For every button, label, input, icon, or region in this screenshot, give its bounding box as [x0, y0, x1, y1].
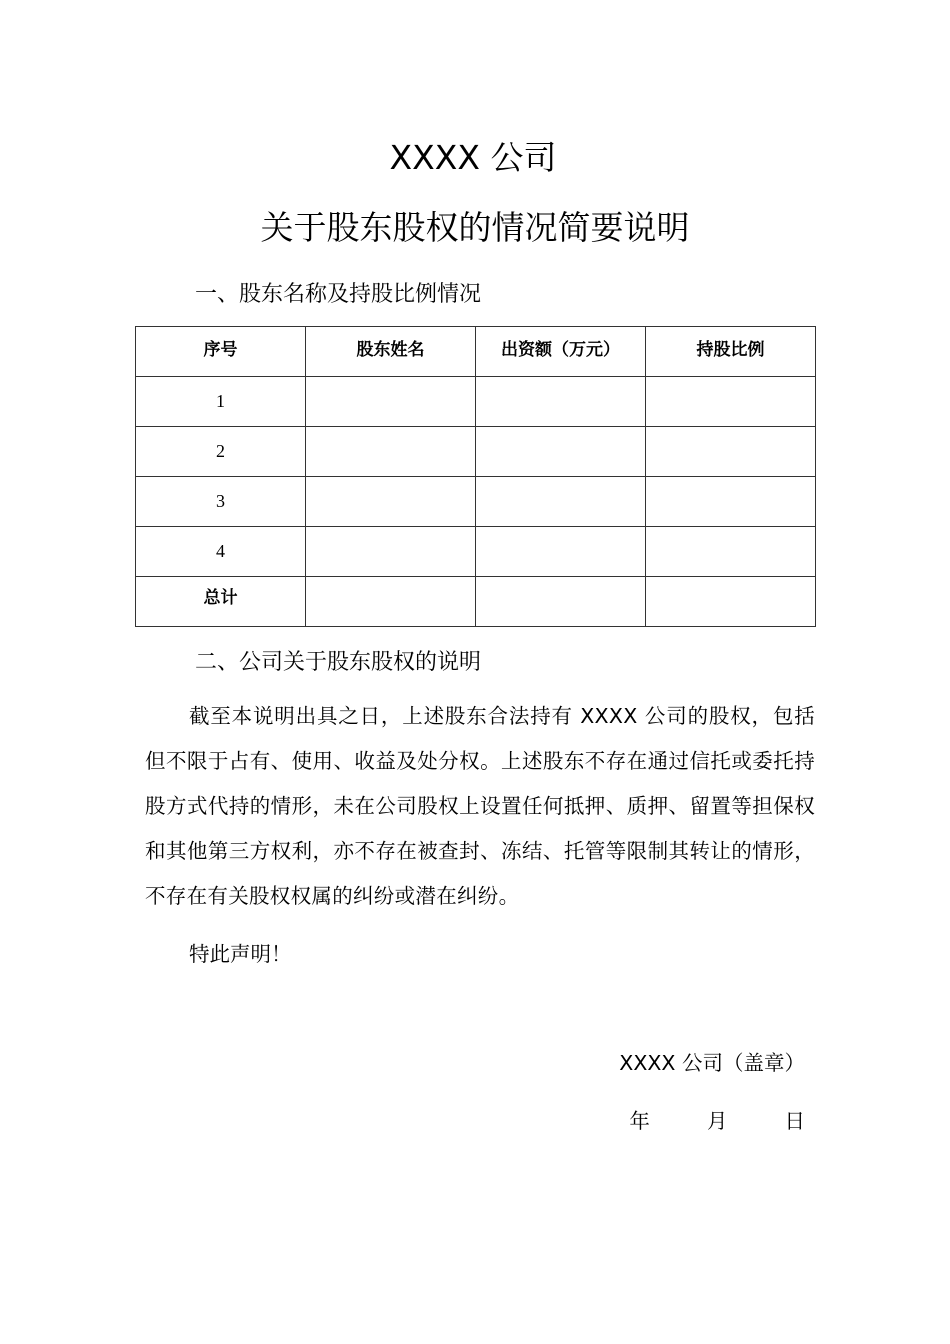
row-serial-number: 2 — [136, 427, 306, 477]
total-capital-amount — [476, 577, 646, 627]
body-paragraph: 截至本说明出具之日，上述股东合法持有 XXXX 公司的股权，包括但不限于占有、使用、收益及处分权。上述股东不存在通过信托或委托持股方式代持的情形，未在公司股权上设置任何抵押、质押、留置等担保权和其他第三方权利，亦不存在被查封、冻结、托管等限制其转让的情形，不存在有关股权权属的纠纷或潜在纠纷。 — [145, 704, 815, 908]
row-share-ratio — [646, 377, 816, 427]
row-shareholder-name — [306, 427, 476, 477]
row-serial-number: 4 — [136, 527, 306, 577]
row-capital-amount — [476, 427, 646, 477]
header-share-ratio: 持股比例 — [646, 327, 816, 377]
row-capital-amount — [476, 527, 646, 577]
total-share-ratio — [646, 577, 816, 627]
row-capital-amount — [476, 477, 646, 527]
document-title-company: XXXX 公司 — [389, 138, 557, 177]
section1-heading: 一、股东名称及持股比例情况 — [195, 282, 482, 307]
header-capital-amount: 出资额（万元） — [476, 327, 646, 377]
row-share-ratio — [646, 427, 816, 477]
row-serial-number: 3 — [136, 477, 306, 527]
row-shareholder-name — [306, 477, 476, 527]
total-shareholder-name — [306, 577, 476, 627]
table-row — [136, 527, 816, 577]
table-row — [136, 427, 816, 477]
header-shareholder-name: 股东姓名 — [306, 327, 476, 377]
row-share-ratio — [646, 527, 816, 577]
section2-heading: 二、公司关于股东股权的说明 — [195, 650, 482, 675]
table-row — [136, 377, 816, 427]
row-shareholder-name — [306, 527, 476, 577]
total-label: 总计 — [136, 577, 306, 627]
shareholder-table — [135, 326, 816, 627]
table-total-row — [136, 577, 816, 627]
header-serial-number: 序号 — [136, 327, 306, 377]
row-share-ratio — [646, 477, 816, 527]
document-title-subject: 关于股东股权的情况简要说明 — [260, 208, 690, 247]
row-shareholder-name — [306, 377, 476, 427]
table-header-row — [136, 327, 816, 377]
company-signature: XXXX 公司（盖章） — [619, 1051, 805, 1075]
row-serial-number: 1 — [136, 377, 306, 427]
declaration: 特此声明！ — [189, 942, 292, 966]
date-line: 年 月 日 — [629, 1109, 805, 1133]
table-row — [136, 477, 816, 527]
row-capital-amount — [476, 377, 646, 427]
